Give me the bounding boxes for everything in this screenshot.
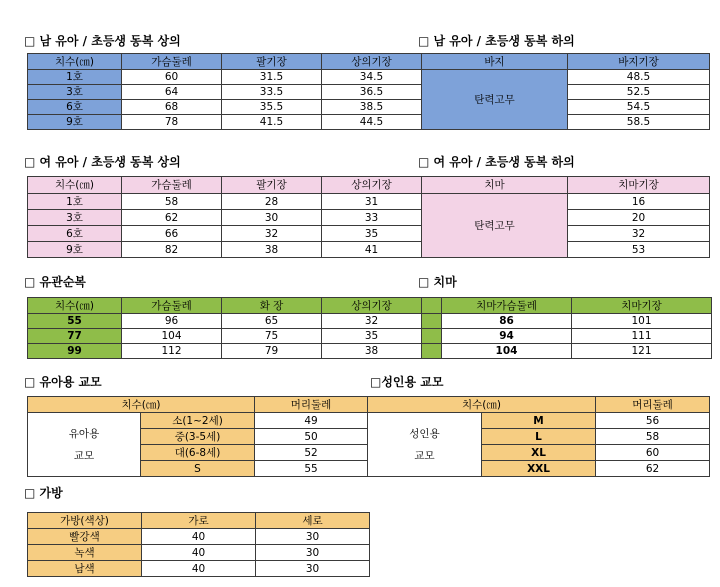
table-row xyxy=(28,115,422,130)
size-cell: L xyxy=(482,429,596,445)
bag-table xyxy=(27,512,370,577)
size-cell: 3호 xyxy=(28,210,122,226)
table-cell: 60 xyxy=(122,70,222,85)
table-header-row xyxy=(422,298,712,314)
table-cell: 41 xyxy=(322,242,422,258)
adult-hat-table xyxy=(367,396,710,477)
size-cell: 3호 xyxy=(28,85,122,100)
table-cell: 75 xyxy=(222,329,322,344)
table-cell: 52 xyxy=(255,445,368,461)
table-cell: 86 xyxy=(442,314,572,329)
table-cell: 31.5 xyxy=(222,70,322,85)
header-cell: 바지기장 xyxy=(568,54,710,70)
table-cell: 33.5 xyxy=(222,85,322,100)
boys-bottom-title: □ 남 유아 / 초등생 동복 하의 xyxy=(418,34,575,48)
header-cell: 팔기장 xyxy=(222,177,322,194)
color-cell: 남색 xyxy=(28,561,142,577)
table-cell: 52.5 xyxy=(568,85,710,100)
table-header-row xyxy=(28,177,422,194)
table-header-row xyxy=(28,513,370,529)
table-header-row xyxy=(422,54,710,70)
merged-cell: 탄력고무 xyxy=(422,194,568,258)
header-cell: 가슴둘레 xyxy=(122,54,222,70)
header-cell: 상의기장 xyxy=(322,298,422,314)
table-cell: 32 xyxy=(222,226,322,242)
size-cell: 대(6-8세) xyxy=(141,445,255,461)
header-cell: 치수(㎝) xyxy=(28,54,122,70)
spacer-cell xyxy=(422,329,442,344)
header-cell: 가로 xyxy=(142,513,256,529)
table-cell: 53 xyxy=(568,242,710,258)
table-row xyxy=(422,194,710,210)
table-cell: 58 xyxy=(122,194,222,210)
boys-top-table xyxy=(27,53,422,130)
table-cell: 30 xyxy=(256,561,370,577)
table-cell: 104 xyxy=(122,329,222,344)
table-row xyxy=(422,344,712,359)
table-row xyxy=(28,545,370,561)
table-cell: 78 xyxy=(122,115,222,130)
table-cell: 20 xyxy=(568,210,710,226)
table-row xyxy=(422,314,712,329)
table-cell: 35 xyxy=(322,226,422,242)
size-cell: XXL xyxy=(482,461,596,477)
table-cell: 64 xyxy=(122,85,222,100)
table-cell: 62 xyxy=(596,461,710,477)
merged-cell: 탄력고무 xyxy=(422,70,568,130)
table-cell: 32 xyxy=(322,314,422,329)
table-cell: 49 xyxy=(255,413,368,429)
table-header-row xyxy=(28,397,368,413)
table-row xyxy=(28,100,422,115)
table-cell: 16 xyxy=(568,194,710,210)
table-row xyxy=(28,210,422,226)
table-header-row xyxy=(422,177,710,194)
table-row xyxy=(28,194,422,210)
adult-hat-title: □성인용 교모 xyxy=(370,375,444,389)
size-cell: 9호 xyxy=(28,242,122,258)
table-cell: 121 xyxy=(572,344,712,359)
size-cell: 77 xyxy=(28,329,122,344)
header-cell: 화 장 xyxy=(222,298,322,314)
size-cell: 99 xyxy=(28,344,122,359)
header-cell: 가슴둘레 xyxy=(122,298,222,314)
size-cell: M xyxy=(482,413,596,429)
header-cell: 치마기장 xyxy=(568,177,710,194)
table-cell: 112 xyxy=(122,344,222,359)
table-row xyxy=(28,242,422,258)
table-cell: 104 xyxy=(442,344,572,359)
table-row xyxy=(422,70,710,85)
size-cell: 1호 xyxy=(28,70,122,85)
table-cell: 31 xyxy=(322,194,422,210)
table-row xyxy=(28,70,422,85)
table-header-row xyxy=(28,54,422,70)
header-cell: 바지 xyxy=(422,54,568,70)
size-cell: S xyxy=(141,461,255,477)
hat-label-line: 유아용 xyxy=(68,427,100,440)
table-cell: 30 xyxy=(256,545,370,561)
spacer-cell xyxy=(422,344,442,359)
kids-hat-table xyxy=(27,396,368,477)
header-cell: 상의기장 xyxy=(322,54,422,70)
kids-hat-title: □ 유아용 교모 xyxy=(24,375,102,389)
hat-label-line: 성인용 xyxy=(409,427,440,440)
table-cell: 32 xyxy=(568,226,710,242)
girls-bottom-title: □ 여 유아 / 초등생 동복 하의 xyxy=(418,155,575,169)
table-cell: 58 xyxy=(596,429,710,445)
table-cell: 68 xyxy=(122,100,222,115)
header-cell: 치마가슴둘레 xyxy=(442,298,572,314)
header-cell: 치수(㎝) xyxy=(28,298,122,314)
table-cell: 30 xyxy=(256,529,370,545)
table-header-row xyxy=(368,397,710,413)
table-cell: 40 xyxy=(142,561,256,577)
table-cell: 30 xyxy=(222,210,322,226)
size-cell: 9호 xyxy=(28,115,122,130)
header-cell: 세로 xyxy=(256,513,370,529)
table-cell: 94 xyxy=(442,329,572,344)
infant-wear-title: □ 유관순복 xyxy=(24,275,86,289)
table-cell: 48.5 xyxy=(568,70,710,85)
header-cell: 치수(㎝) xyxy=(368,397,596,413)
table-cell: 56 xyxy=(596,413,710,429)
infant-wear-table xyxy=(27,297,422,359)
table-cell: 65 xyxy=(222,314,322,329)
table-cell: 62 xyxy=(122,210,222,226)
size-cell: 1호 xyxy=(28,194,122,210)
table-cell: 28 xyxy=(222,194,322,210)
table-cell: 55 xyxy=(255,461,368,477)
girls-top-title: □ 여 유아 / 초등생 동복 상의 xyxy=(24,155,181,169)
color-cell: 빨강색 xyxy=(28,529,142,545)
table-cell: 54.5 xyxy=(568,100,710,115)
girls-top-table xyxy=(27,176,422,258)
table-cell: 96 xyxy=(122,314,222,329)
table-cell: 101 xyxy=(572,314,712,329)
table-cell: 35 xyxy=(322,329,422,344)
table-cell: 58.5 xyxy=(568,115,710,130)
table-cell: 41.5 xyxy=(222,115,322,130)
hat-group-label xyxy=(28,413,141,477)
table-cell: 35.5 xyxy=(222,100,322,115)
header-cell: 상의기장 xyxy=(322,177,422,194)
size-cell: 소(1~2세) xyxy=(141,413,255,429)
skirt-table xyxy=(421,297,712,359)
table-cell: 33 xyxy=(322,210,422,226)
table-cell: 38.5 xyxy=(322,100,422,115)
table-cell: 66 xyxy=(122,226,222,242)
table-cell: 40 xyxy=(142,529,256,545)
color-cell: 녹색 xyxy=(28,545,142,561)
table-row xyxy=(28,314,422,329)
size-cell: 55 xyxy=(28,314,122,329)
table-cell: 50 xyxy=(255,429,368,445)
size-cell: 6호 xyxy=(28,100,122,115)
header-cell: 팔기장 xyxy=(222,54,322,70)
table-cell: 60 xyxy=(596,445,710,461)
table-cell: 38 xyxy=(322,344,422,359)
size-cell: 중(3-5세) xyxy=(141,429,255,445)
header-cell: 치수(㎝) xyxy=(28,177,122,194)
size-cell: XL xyxy=(482,445,596,461)
table-cell: 36.5 xyxy=(322,85,422,100)
header-cell: 머리둘레 xyxy=(255,397,368,413)
table-row xyxy=(28,329,422,344)
table-row xyxy=(28,85,422,100)
hat-label-line: 교모 xyxy=(414,449,435,462)
table-row xyxy=(28,561,370,577)
header-cell: 가방(색상) xyxy=(28,513,142,529)
table-row xyxy=(28,226,422,242)
spacer-cell xyxy=(422,314,442,329)
table-row xyxy=(422,329,712,344)
table-cell: 38 xyxy=(222,242,322,258)
girls-bottom-table xyxy=(421,176,710,258)
header-cell: 치마 xyxy=(422,177,568,194)
boys-bottom-table xyxy=(421,53,710,130)
header-cell: 치마기장 xyxy=(572,298,712,314)
header-cell: 치수(㎝) xyxy=(28,397,255,413)
table-row xyxy=(28,344,422,359)
bag-title: □ 가방 xyxy=(24,486,63,500)
size-cell: 6호 xyxy=(28,226,122,242)
table-cell: 79 xyxy=(222,344,322,359)
spacer-cell xyxy=(422,298,442,314)
table-cell: 40 xyxy=(142,545,256,561)
header-cell: 머리둘레 xyxy=(596,397,710,413)
hat-label-line: 교모 xyxy=(73,449,95,462)
table-row xyxy=(28,529,370,545)
boys-top-title: □ 남 유아 / 초등생 동복 상의 xyxy=(24,34,181,48)
table-cell: 34.5 xyxy=(322,70,422,85)
table-header-row xyxy=(28,298,422,314)
table-cell: 44.5 xyxy=(322,115,422,130)
hat-group-label xyxy=(368,413,482,477)
table-cell: 111 xyxy=(572,329,712,344)
table-row xyxy=(28,413,368,429)
table-row xyxy=(368,413,710,429)
header-cell: 가슴둘레 xyxy=(122,177,222,194)
skirt-title: □ 치마 xyxy=(418,275,457,289)
table-cell: 82 xyxy=(122,242,222,258)
